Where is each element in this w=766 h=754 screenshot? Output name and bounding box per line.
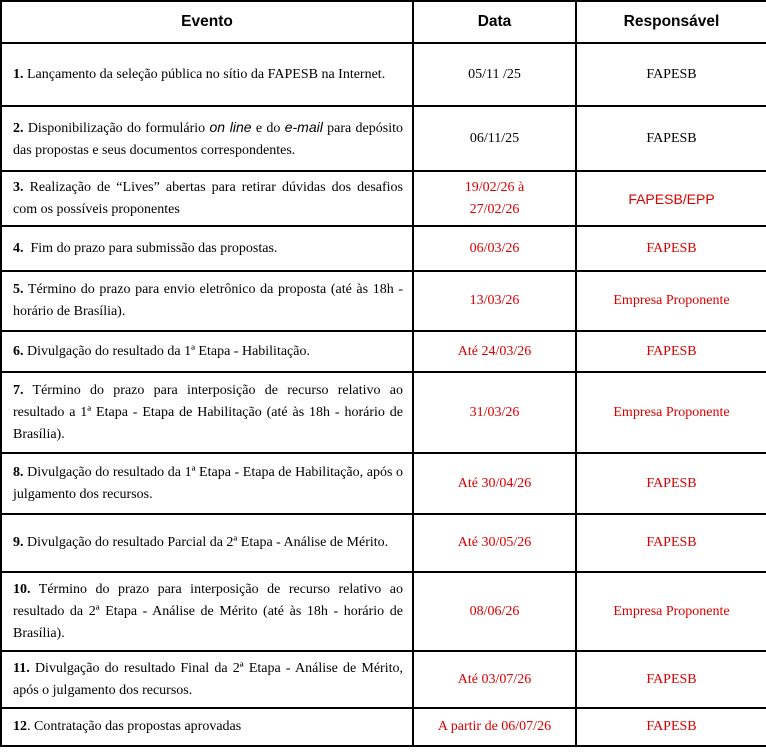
date-value: 06/11/25 xyxy=(469,130,520,146)
column-header-data: Data xyxy=(413,1,576,43)
event-text: Lançamento da seleção pública no sítio da FAPESB na Internet. xyxy=(27,66,386,82)
date-value: Até 24/03/26 xyxy=(457,343,532,359)
responsible-cell xyxy=(576,331,766,372)
date-value: 05/11 /25 xyxy=(468,66,521,82)
table-row xyxy=(1,331,766,372)
responsible-cell xyxy=(576,271,766,331)
date-cell xyxy=(413,572,576,651)
responsible-value: FAPESB xyxy=(646,535,697,550)
table-row xyxy=(1,106,766,171)
event-number: 3. xyxy=(13,179,24,195)
event-text: Divulgação do resultado Final da 2ª Etapa - Análise de Mérito, após o julgamento dos recursos. xyxy=(13,660,404,698)
event-cell xyxy=(1,271,413,331)
table-row xyxy=(1,453,766,514)
responsible-value: FAPESB xyxy=(646,240,697,256)
date-cell xyxy=(413,708,576,746)
responsible-cell xyxy=(576,43,766,106)
table-row xyxy=(1,271,766,331)
date-value: 31/03/26 xyxy=(469,404,520,420)
event-text: Divulgação do resultado da 1ª Etapa - Etapa de Habilitação, após o julgamento dos recursos. xyxy=(13,464,403,502)
responsible-value: FAPESB/EPP xyxy=(628,190,715,207)
header-row xyxy=(1,1,766,43)
responsible-cell xyxy=(576,226,766,271)
event-cell xyxy=(1,651,413,708)
responsible-value: FAPESB xyxy=(646,66,697,82)
responsible-cell xyxy=(576,651,766,708)
event-number: 8. xyxy=(13,464,24,480)
table-row xyxy=(1,708,766,746)
event-cell xyxy=(1,226,413,271)
event-cell xyxy=(1,453,413,514)
table-row xyxy=(1,226,766,271)
event-text-italic: e-mail xyxy=(284,118,323,135)
responsible-value: FAPESB xyxy=(646,343,697,359)
date-value: 06/03/26 xyxy=(469,240,520,256)
responsible-value: Empresa Proponente xyxy=(613,404,730,420)
event-number: 10. xyxy=(13,581,31,597)
event-number: 6. xyxy=(13,343,24,359)
date-value-line2: 27/02/26 xyxy=(469,201,520,217)
event-cell xyxy=(1,331,413,372)
date-cell xyxy=(413,43,576,106)
date-value: Até 30/04/26 xyxy=(457,475,532,491)
table-row xyxy=(1,43,766,106)
event-text: Realização de “Lives” abertas para retirar dúvidas dos desafios com os possíveis proponentes xyxy=(13,179,403,217)
table-row xyxy=(1,572,766,651)
event-text: Término do prazo para envio eletrônico da proposta (até às 18h - horário de Brasília). xyxy=(13,282,404,319)
event-number: 9. xyxy=(13,535,24,550)
date-cell xyxy=(413,106,576,171)
responsible-value: FAPESB xyxy=(646,475,697,491)
event-text: . Contratação das propostas aprovadas xyxy=(27,719,242,734)
event-cell xyxy=(1,171,413,226)
date-cell xyxy=(413,171,576,226)
responsible-value: Empresa Proponente xyxy=(613,603,730,619)
date-value: 08/06/26 xyxy=(469,603,520,619)
event-text: Divulgação do resultado Parcial da 2ª Etapa - Análise de Mérito. xyxy=(27,535,389,550)
event-number: 11. xyxy=(13,660,30,676)
event-text: Fim do prazo para submissão das propostas. xyxy=(30,240,278,256)
date-value: A partir de 06/07/26 xyxy=(437,719,552,734)
responsible-value: FAPESB xyxy=(646,671,697,687)
event-number: 5. xyxy=(13,282,24,297)
date-cell xyxy=(413,226,576,271)
event-number: 12 xyxy=(13,719,27,734)
event-text: Término do prazo para interposição de recurso relativo ao resultado da 2ª Etapa - Análise de Mérito (até às 18h - horário de Brasília). xyxy=(13,581,404,641)
date-cell xyxy=(413,453,576,514)
table-row xyxy=(1,372,766,453)
date-cell xyxy=(413,372,576,453)
responsible-cell xyxy=(576,453,766,514)
responsible-cell xyxy=(576,106,766,171)
column-header-responsavel: Responsável xyxy=(576,1,766,43)
event-cell xyxy=(1,106,413,171)
column-header-evento: Evento xyxy=(1,1,413,43)
responsible-value: Empresa Proponente xyxy=(613,293,730,308)
event-cell xyxy=(1,372,413,453)
event-number: 7. xyxy=(13,382,24,398)
event-cell xyxy=(1,514,413,572)
event-number: 2. xyxy=(13,120,24,136)
date-value-line1: 19/02/26 à xyxy=(464,179,525,195)
date-cell xyxy=(413,331,576,372)
event-text: Término do prazo para interposição de recurso relativo ao resultado a 1ª Etapa - Etapa de Habilitação (até às 18h - horário de Brasília). xyxy=(13,382,403,442)
date-value: Até 30/05/26 xyxy=(457,535,532,550)
event-text: e do xyxy=(255,120,281,136)
event-cell xyxy=(1,708,413,746)
responsible-cell xyxy=(576,372,766,453)
event-text-italic: on line xyxy=(209,118,252,135)
event-number: 1. xyxy=(13,66,24,82)
event-text: para depósito das propostas e seus documentos correspondentes. xyxy=(13,120,403,158)
event-cell xyxy=(1,43,413,106)
responsible-value: FAPESB xyxy=(646,130,697,146)
responsible-cell xyxy=(576,171,766,226)
date-cell xyxy=(413,271,576,331)
event-number: 4. xyxy=(13,240,24,256)
responsible-value: FAPESB xyxy=(646,719,697,734)
responsible-cell xyxy=(576,514,766,572)
table-row xyxy=(1,514,766,572)
event-text: Divulgação do resultado da 1ª Etapa - Habilitação. xyxy=(27,343,310,359)
responsible-cell xyxy=(576,708,766,746)
date-value: 13/03/26 xyxy=(469,293,520,308)
date-cell xyxy=(413,651,576,708)
event-cell xyxy=(1,572,413,651)
table-row xyxy=(1,171,766,226)
date-cell xyxy=(413,514,576,572)
responsible-cell xyxy=(576,572,766,651)
table-row xyxy=(1,651,766,708)
date-value: Até 03/07/26 xyxy=(457,671,532,687)
event-text: Disponibilização do formulário xyxy=(27,120,206,136)
